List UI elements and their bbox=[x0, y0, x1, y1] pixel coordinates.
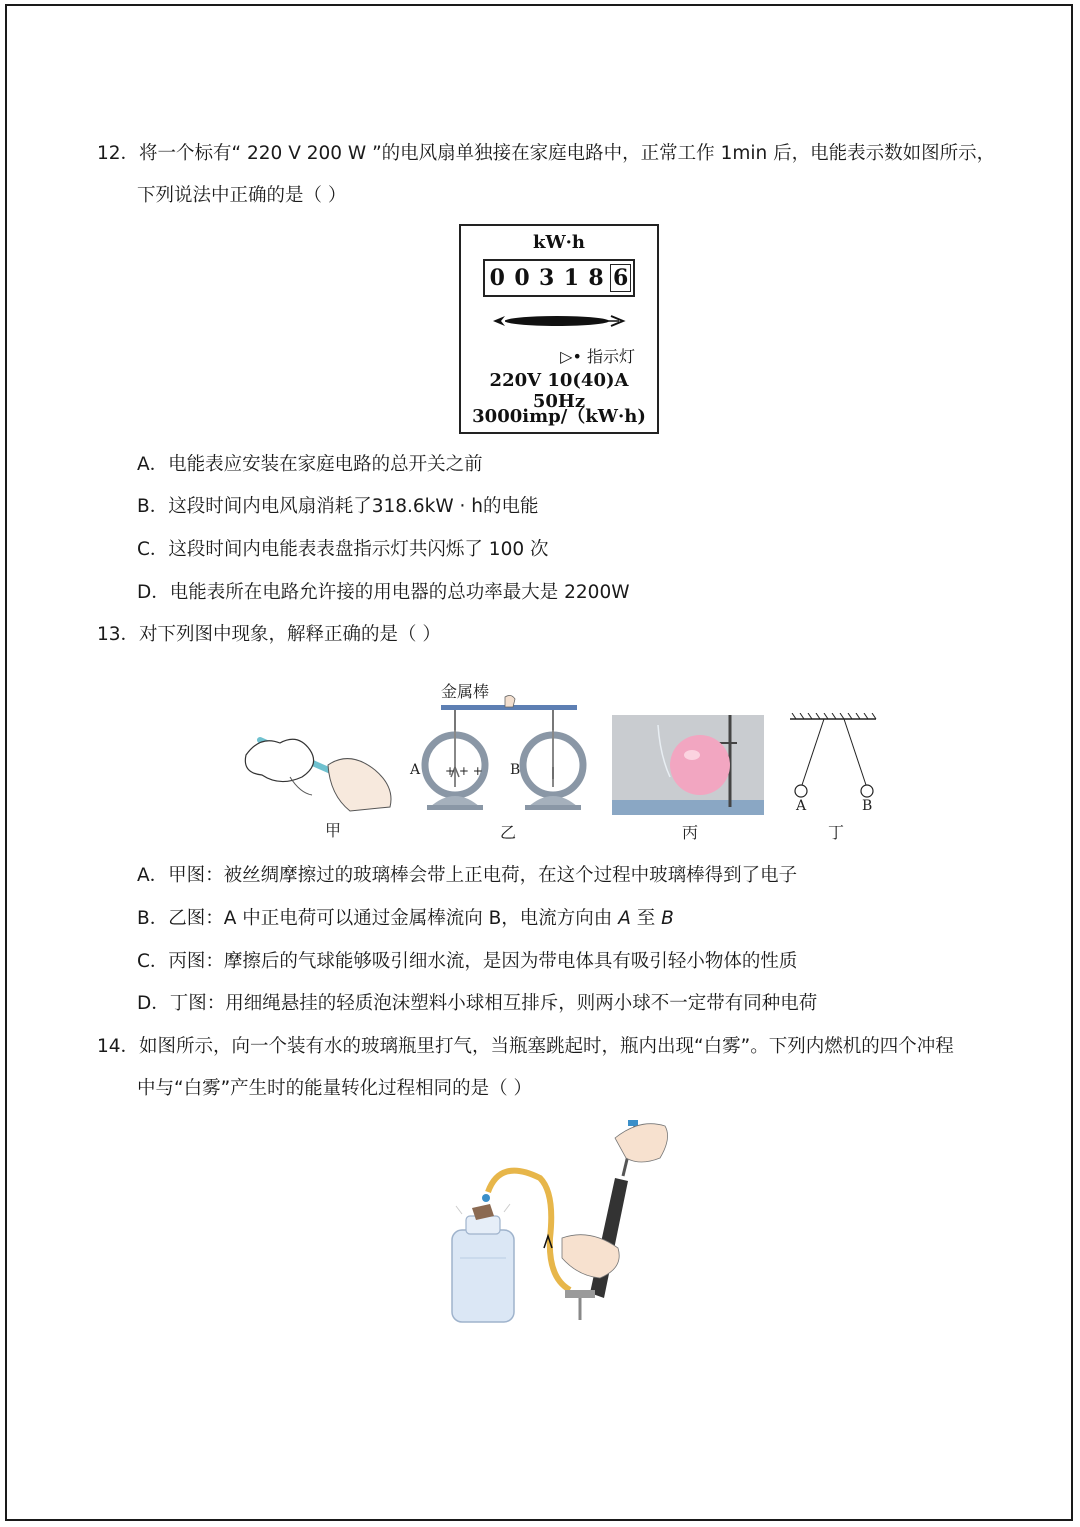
meter-digit-decimal: 6 bbox=[608, 261, 633, 295]
fig-jia-rubbing-rod bbox=[240, 715, 400, 815]
fig-bottle-pump bbox=[440, 1118, 675, 1328]
q13-option-b-mid: 至 bbox=[630, 908, 662, 929]
q14-stem-line2: 中与“白雾”产生时的能量转化过程相同的是（ ） bbox=[137, 1078, 533, 1099]
meter-unit: kW·h bbox=[532, 232, 586, 253]
meter-digit: 8 bbox=[588, 265, 604, 291]
meter-digit: 1 bbox=[563, 265, 579, 291]
caption-ding: 丁 bbox=[828, 823, 845, 842]
q12-stem-line1: 12．将一个标有“ 220 V 200 W ”的电风扇单独接在家庭电路中，正常工作 1min 后，电能表示数如图所示， bbox=[97, 143, 996, 164]
q13-option-a: A．甲图：被丝绸摩擦过的玻璃棒会带上正电荷，在这个过程中玻璃棒得到了电子 bbox=[137, 865, 798, 886]
q13-option-d: D．丁图：用细绳悬挂的轻质泡沫塑料小球相互排斥，则两小球不一定带有同种电荷 bbox=[137, 993, 818, 1014]
meter-spec-impulse: 3000imp/（kW·h) bbox=[472, 406, 646, 427]
electric-meter-figure bbox=[459, 224, 659, 434]
caption-bing: 丙 bbox=[682, 823, 699, 842]
meter-digit: 0 bbox=[514, 265, 530, 291]
q13-option-c: C．丙图：摩擦后的气球能够吸引细水流，是因为带电体具有吸引轻小物体的性质 bbox=[137, 951, 798, 972]
q13-option-b-from: A bbox=[618, 908, 631, 929]
q12-option-c: C．这段时间内电能表表盘指示灯共闪烁了 100 次 bbox=[137, 539, 549, 560]
meter-digit: 0 bbox=[489, 265, 505, 291]
q13-option-b bbox=[137, 906, 674, 932]
meter-digits bbox=[483, 259, 635, 297]
caption-yi: 乙 bbox=[500, 823, 517, 842]
charge-signs: + + + bbox=[445, 764, 483, 778]
rod-label: 金属棒 bbox=[441, 682, 490, 701]
meter-digit: 3 bbox=[539, 265, 555, 291]
q12-option-a: A．电能表应安装在家庭电路的总开关之前 bbox=[137, 454, 483, 475]
electroscope-label-b: B bbox=[510, 762, 521, 778]
q13-option-b-to: B bbox=[661, 908, 674, 929]
pendulum-label-b: B bbox=[862, 798, 873, 814]
q12-option-b: B．这段时间内电风扇消耗了318.6kW · h的电能 bbox=[137, 496, 539, 517]
fig-yi-electroscopes bbox=[405, 695, 590, 820]
caption-jia: 甲 bbox=[325, 821, 342, 840]
electroscope-label-a: A bbox=[410, 762, 421, 778]
meter-indicator-label: ▷• 指示灯 bbox=[560, 347, 635, 366]
pendulum-label-a: A bbox=[796, 798, 807, 814]
q12-option-d: D．电能表所在电路允许接的用电器的总功率最大是 2200W bbox=[137, 582, 630, 603]
q13-stem: 13．对下列图中现象，解释正确的是（ ） bbox=[97, 624, 441, 645]
meter-spec-rating: 220V 10(40)A 50Hz bbox=[489, 370, 629, 412]
q12-stem-line2: 下列说法中正确的是（ ） bbox=[137, 185, 347, 206]
meter-disc-arrow-icon bbox=[491, 310, 631, 332]
fig-bing-balloon-photo bbox=[612, 715, 764, 815]
q13-option-b-text: B．乙图：A 中正电荷可以通过金属棒流向 B，电流方向由 bbox=[137, 908, 619, 929]
q14-stem-line1: 14．如图所示，向一个装有水的玻璃瓶里打气，当瓶塞跳起时，瓶内出现“白雾”。下列内燃机的四个冲程 bbox=[97, 1036, 954, 1057]
